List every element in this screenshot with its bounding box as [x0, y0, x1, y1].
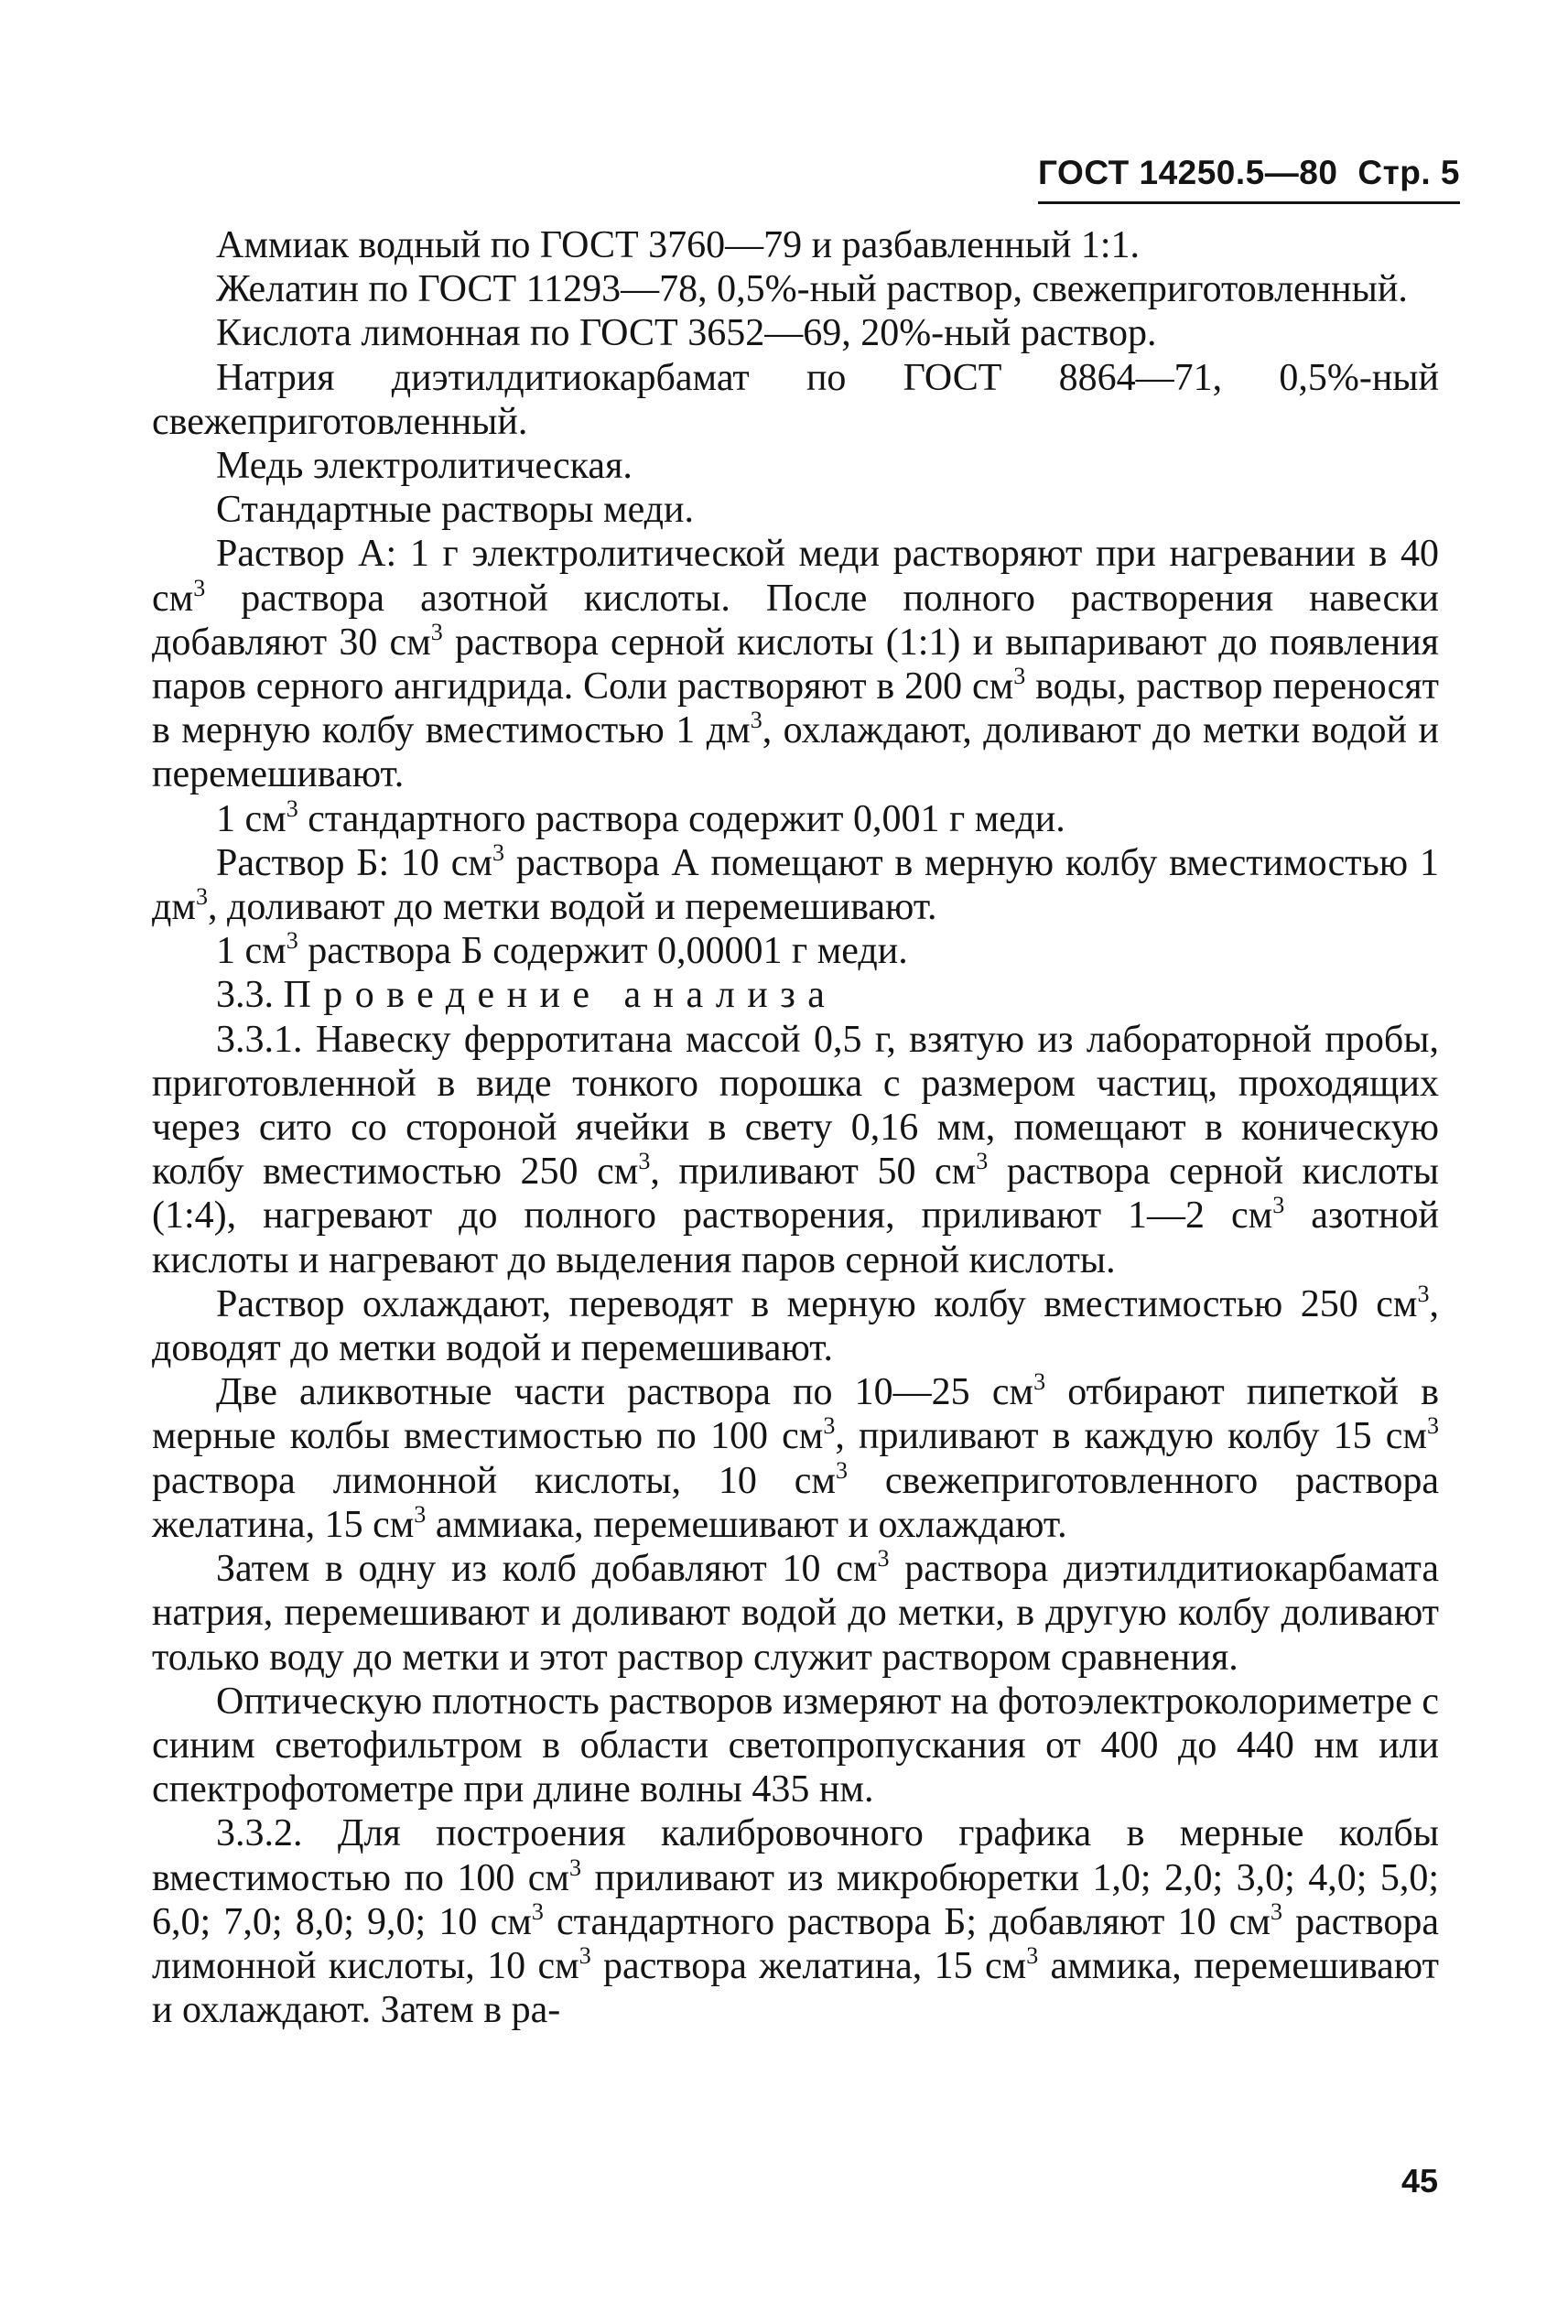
paragraph [152, 311, 1439, 355]
text-segment: Раствор Б: 10 см [216, 841, 492, 884]
text-segment: раствора диэтилдитиокарбамата натрия, перемешивают и доливают водой до метки, в другую колбу доливают только воду до метки и этот раствор служит раствором сравнения. [152, 1548, 1439, 1679]
superscript: 3 [877, 1544, 890, 1572]
text-segment: Раствор охлаждают, переводят в мерную колбу вместимостью 250 см [216, 1282, 1418, 1325]
text-segment: , доводят до метки водой и перемешивают. [152, 1282, 1439, 1370]
text-segment: Стандартные растворы меди. [216, 489, 695, 532]
text-segment: отбирают пипеткой в мерные колбы вместимостью по 100 см [152, 1371, 1439, 1458]
superscript: 3 [195, 882, 208, 910]
paragraph [152, 1544, 1439, 1680]
paragraph [152, 838, 1439, 929]
text-segment: Медь электролитическая. [216, 445, 633, 488]
text-segment: , приливают в каждую колбу 15 см [835, 1415, 1427, 1458]
superscript: 3 [638, 1148, 651, 1175]
text-segment: раствора желатина, 15 см [590, 1944, 1027, 1987]
paragraph [152, 929, 1439, 973]
text-segment: Затем в одну из колб добавляют 10 см [216, 1548, 878, 1591]
text-segment: Натрия диэтилдитиокарбамат по ГОСТ 8864—71, 0,5%-ный свежеприготовленный. [152, 356, 1439, 443]
paragraph [152, 794, 1439, 841]
superscript: 3 [286, 794, 298, 822]
header-page-label: Стр. 5 [1357, 154, 1460, 191]
text-segment: раствора азотной кислоты. После полного растворения навески добавляют 30 см [152, 577, 1439, 664]
superscript: 3 [1026, 1941, 1039, 1969]
paragraph [152, 1680, 1439, 1812]
superscript: 3 [286, 927, 298, 955]
paragraph [152, 223, 1439, 267]
text-segment: раствора серной кислоты (1:1) и выпаривают до появления паров серного ангидрида. Соли растворяют в 200 см [152, 621, 1439, 708]
text-segment: свежеприготовленного раствора желатина, 15 см [152, 1459, 1439, 1546]
text-segment: 3.3.2. Для построения калибровочного графика в мерные колбы вместимостью по 100 см [152, 1812, 1439, 1899]
superscript: 3 [492, 838, 504, 866]
text-segment: раствора А помещают в мерную колбу вместимостью 1 дм [152, 841, 1439, 929]
superscript: 3 [1417, 1280, 1430, 1307]
superscript: 3 [569, 1854, 582, 1881]
superscript: 3 [430, 618, 443, 645]
superscript: 3 [976, 1148, 989, 1175]
paragraph [152, 356, 1439, 444]
superscript: 3 [1033, 1368, 1046, 1396]
text-segment: стандартного раствора Б; добавляют 10 см [543, 1900, 1271, 1943]
text-segment: азотной кислоты и нагревают до выделения паров серной кислоты. [152, 1194, 1439, 1281]
text-segment: воды, раствор переносят в мерную колбу вместимостью 1 дм [152, 665, 1439, 752]
paragraph [152, 1811, 1439, 2032]
superscript: 3 [414, 1500, 427, 1528]
paragraph [152, 973, 1439, 1017]
text-segment: раствора лимонной кислоты, 10 см [152, 1900, 1439, 1987]
text-segment: раствора серной кислоты (1:4), нагревают до полного растворения, приливают 1—2 см [152, 1151, 1439, 1238]
paragraph [152, 1282, 1439, 1370]
text-segment: 3.3. [216, 974, 284, 1017]
text-segment: Кислота лимонная по ГОСТ 3652—69, 20%-ный раствор. [216, 312, 1157, 355]
text-segment: Оптическую плотность растворов измеряют на фотоэлектроколориметре с синим светофильтром в области светопропускания от 400 до 440 нм или спектрофотометре при длине волны 435 нм. [152, 1680, 1439, 1811]
text-segment: раствора лимонной кислоты, 10 см [152, 1459, 837, 1502]
superscript: 3 [1013, 662, 1026, 689]
superscript: 3 [1426, 1412, 1439, 1440]
superscript: 3 [193, 574, 206, 601]
page-number: 45 [1400, 2162, 1438, 2200]
text-segment: Раствор А: 1 г электролитической меди растворяют при нагревании в 40 см [152, 533, 1439, 620]
text-segment: аммика, перемешивают и охлаждают. Затем в ра- [152, 1944, 1439, 2032]
text-segment: , приливают 50 см [650, 1151, 977, 1194]
superscript: 3 [823, 1412, 836, 1440]
text-segment: 3.3.1. Навеску ферротитана массой 0,5 г, взятую из лабораторной пробы, приготовленной в виде тонкого порошка с размером частиц, проходящих через сито со стороной ячейки в свету 0,16 мм, помещают в коническую колбу вместимостью 250 см [152, 1018, 1439, 1194]
paragraph [152, 488, 1439, 532]
text-segment: Две аликвотные части раствора по 10—25 см [216, 1371, 1034, 1414]
superscript: 3 [1272, 1192, 1285, 1219]
paragraph [152, 532, 1439, 796]
text-segment: аммиака, перемешивают и охлаждают. [426, 1503, 1067, 1546]
text-segment: Желатин по ГОСТ 11293—78, 0,5%-ный раствор, свежеприготовленный. [216, 268, 1408, 311]
paragraph [152, 267, 1439, 311]
superscript: 3 [531, 1897, 544, 1925]
text-segment: приливают из микробюретки 1,0; 2,0; 3,0; 4,0; 5,0; 6,0; 7,0; 8,0; 9,0; 10 см [152, 1856, 1440, 1943]
superscript: 3 [836, 1456, 849, 1484]
superscript: 3 [750, 707, 762, 734]
text-segment: , охлаждают, доливают до метки водой и перемешивают. [152, 709, 1439, 796]
text-segment: 1 см [216, 930, 287, 973]
paragraph [152, 444, 1439, 488]
text-segment: Аммиак водный по ГОСТ 3760—79 и разбавленный 1:1. [216, 224, 1141, 266]
text-segment: 1 см [216, 797, 287, 840]
body-text [152, 223, 1439, 2032]
standard-number: ГОСТ 14250.5—80 [1038, 154, 1338, 191]
text-segment: раствора Б содержит 0,00001 г меди. [297, 930, 908, 973]
running-header [1038, 154, 1460, 204]
section-heading-text: Проведение анализа [283, 974, 838, 1017]
superscript: 3 [579, 1941, 591, 1969]
paragraph [152, 1370, 1439, 1547]
superscript: 3 [1270, 1897, 1282, 1925]
text-segment: стандартного раствора содержит 0,001 г меди. [297, 797, 1065, 840]
text-segment: , доливают до метки водой и перемешивают. [207, 886, 937, 929]
paragraph [152, 1018, 1439, 1282]
